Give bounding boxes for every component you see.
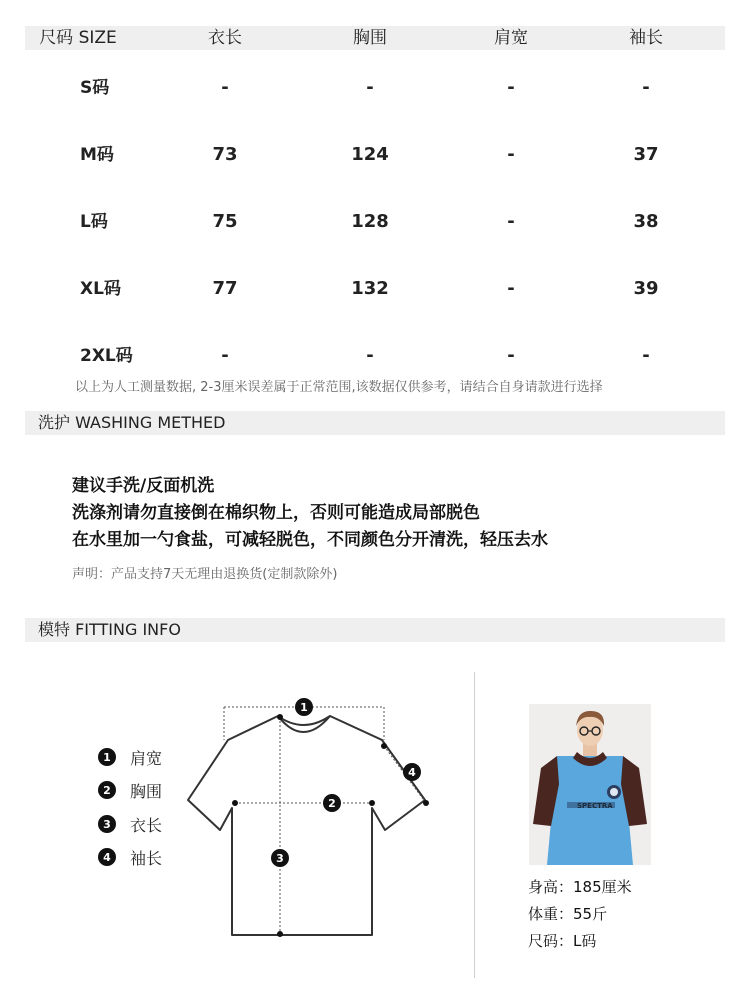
size-label: S码 <box>80 78 110 98</box>
length-dot <box>277 931 283 937</box>
cell-shoulder: - <box>507 144 515 165</box>
sleeve-dot <box>423 800 429 806</box>
chest-dot <box>369 800 375 806</box>
cell-sleeve: 37 <box>633 144 659 165</box>
model-height: 身高：185厘米 <box>528 878 632 896</box>
cell-length: - <box>221 345 229 366</box>
washing-header-bar <box>25 411 725 435</box>
fitting-title: 模特 FITTING INFO <box>38 620 181 639</box>
section-divider <box>474 672 475 978</box>
washing-line: 建议手洗/反面机洗 <box>72 476 215 496</box>
legend-number: 3 <box>98 815 116 833</box>
cell-chest: 132 <box>351 278 389 299</box>
legend-item-shoulder <box>98 746 162 768</box>
legend-number: 4 <box>98 848 116 866</box>
marker-4-label: 4 <box>408 766 416 779</box>
header-shoulder: 肩宽 <box>494 28 528 48</box>
model-weight: 体重：55斤 <box>528 905 608 923</box>
cell-sleeve: - <box>642 345 650 366</box>
cell-sleeve: - <box>642 77 650 98</box>
header-length: 衣长 <box>208 28 242 48</box>
cell-shoulder: - <box>507 278 515 299</box>
size-label: XL码 <box>80 279 121 299</box>
washing-line: 洗涤剂请勿直接倒在棉织物上，否则可能造成局部脱色 <box>72 503 480 523</box>
model-photo <box>529 704 651 865</box>
model-shirt-text: SPECTRA <box>577 802 613 810</box>
legend-label: 肩宽 <box>130 748 163 768</box>
size-label: 2XL码 <box>80 346 133 366</box>
legend-number: 2 <box>98 781 116 799</box>
header-sleeve: 袖长 <box>629 28 663 48</box>
sleeve-dot <box>381 743 387 749</box>
chest-dot <box>232 800 238 806</box>
legend-item-chest <box>98 779 162 801</box>
header-chest: 胸围 <box>353 28 387 48</box>
marker-1-label: 1 <box>300 701 308 714</box>
cell-chest: - <box>366 345 374 366</box>
header-size: 尺码 SIZE <box>39 28 117 48</box>
legend-label: 胸围 <box>130 781 163 801</box>
legend-label: 袖长 <box>130 848 163 868</box>
model-size: 尺码：L码 <box>528 932 597 950</box>
legend-number: 1 <box>98 748 116 766</box>
cell-sleeve: 38 <box>633 211 659 232</box>
cell-chest: 128 <box>351 211 389 232</box>
cell-chest: 124 <box>351 144 389 165</box>
length-dot <box>277 714 283 720</box>
marker-3-label: 3 <box>276 852 284 865</box>
cell-sleeve: 39 <box>633 278 659 299</box>
size-label: L码 <box>80 212 108 232</box>
marker-2-label: 2 <box>328 797 336 810</box>
return-statement: 声明：产品支持7天无理由退换货(定制款除外) <box>72 567 338 582</box>
tshirt-outline <box>188 716 425 935</box>
tshirt-measurement-diagram <box>180 690 440 950</box>
legend-item-sleeve <box>98 846 162 868</box>
washing-title: 洗护 WASHING METHED <box>38 413 226 432</box>
cell-chest: - <box>366 77 374 98</box>
cell-shoulder: - <box>507 77 515 98</box>
cell-length: 75 <box>212 211 238 232</box>
cell-shoulder: - <box>507 211 515 232</box>
legend-label: 衣长 <box>130 815 163 835</box>
size-label: M码 <box>80 145 114 165</box>
washing-line: 在水里加一勺食盐，可减轻脱色，不同颜色分开清洗，轻压去水 <box>72 530 548 550</box>
measurement-note: 以上为人工测量数据, 2-3厘米误差属于正常范围,该数据仅供参考，请结合自身请款进行选择 <box>75 380 603 395</box>
cell-length: 73 <box>212 144 238 165</box>
cell-length: - <box>221 77 229 98</box>
model-shirt <box>547 756 633 865</box>
cell-shoulder: - <box>507 345 515 366</box>
fitting-header-bar <box>25 618 725 642</box>
legend-item-length <box>98 813 162 835</box>
cell-length: 77 <box>212 278 238 299</box>
